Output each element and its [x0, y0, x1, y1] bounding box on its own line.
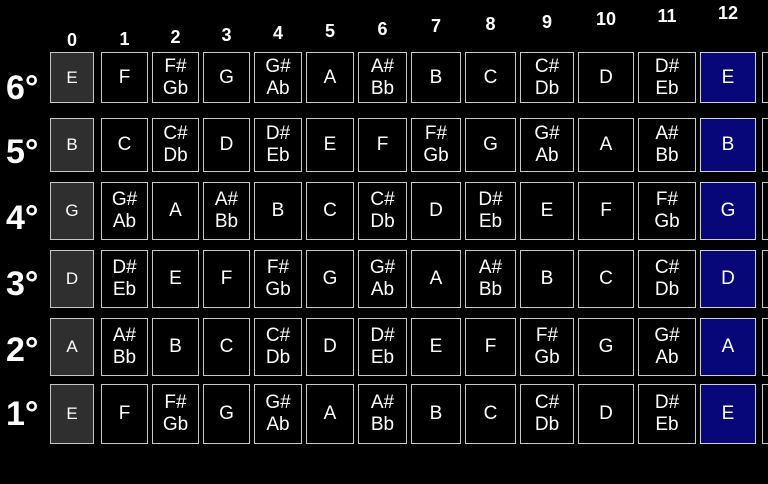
note-cell[interactable]: [411, 318, 461, 376]
note-name: Bb: [370, 77, 395, 99]
note-name: A#: [112, 325, 137, 346]
note-name: D#: [112, 257, 137, 278]
fret-number-6: 6: [377, 19, 388, 39]
note-name: Gb: [265, 279, 291, 300]
note-cell[interactable]: [50, 52, 94, 103]
note-cell[interactable]: [50, 118, 94, 172]
string-label-4: 4°: [6, 199, 39, 237]
note-name: F: [220, 268, 233, 289]
note-name: C#: [265, 325, 291, 346]
note-cell[interactable]: [50, 318, 94, 376]
note-cell[interactable]: [358, 182, 407, 240]
note-name: Eb: [655, 77, 679, 99]
note-cell[interactable]: [578, 384, 634, 444]
note-name: Bb: [370, 414, 395, 435]
note-name: C#: [534, 55, 560, 77]
note-name: B: [271, 200, 285, 221]
note-cell[interactable]: [306, 318, 354, 376]
note-name: G: [483, 134, 498, 155]
note-name: E: [429, 336, 443, 357]
note-cell[interactable]: [700, 52, 756, 103]
note-name: B: [169, 336, 182, 357]
fret-number-11: 11: [657, 6, 677, 26]
note-name: D#: [265, 123, 291, 144]
note-name: C: [323, 200, 337, 221]
fret-number-10: 10: [595, 9, 617, 29]
note-name: F#: [655, 189, 679, 210]
note-name: E: [721, 66, 735, 88]
string-label-3: 3°: [6, 265, 39, 303]
note-name: B: [429, 403, 443, 424]
note-name: Db: [534, 77, 560, 99]
fret-13-partial-cell: [762, 250, 768, 308]
note-cell[interactable]: [700, 118, 756, 172]
note-name: Gb: [423, 145, 449, 166]
note-cell[interactable]: [306, 118, 354, 172]
string-label-5: 5°: [6, 133, 39, 171]
fret-number-4: 4: [272, 23, 284, 43]
note-name: C#: [163, 123, 188, 144]
note-name: Ab: [266, 77, 290, 99]
note-cell[interactable]: [203, 182, 250, 240]
note-name: A: [66, 337, 78, 356]
note-name: F#: [164, 392, 187, 413]
note-name: E: [169, 268, 182, 289]
note-name: C#: [534, 392, 560, 413]
note-cell[interactable]: [700, 318, 756, 376]
note-cell[interactable]: [520, 182, 574, 240]
note-cell[interactable]: [520, 318, 574, 376]
note-cell[interactable]: [465, 384, 516, 444]
note-name: D: [219, 134, 234, 155]
note-name: Eb: [112, 279, 137, 300]
fret-number-0: 0: [66, 30, 78, 50]
note-name: E: [66, 67, 78, 87]
note-name: B: [721, 134, 735, 155]
note-cell[interactable]: [254, 384, 302, 444]
note-name: F: [118, 66, 131, 88]
note-cell[interactable]: [638, 52, 696, 103]
note-name: Ab: [370, 279, 395, 300]
note-cell[interactable]: [203, 384, 250, 444]
note-name: A#: [478, 257, 503, 278]
note-cell[interactable]: [358, 118, 407, 172]
note-cell[interactable]: [411, 52, 461, 103]
note-name: A: [721, 336, 735, 357]
note-cell[interactable]: [578, 52, 634, 103]
fret-number-1: 1: [119, 29, 130, 49]
note-name: D: [721, 268, 735, 289]
note-cell[interactable]: [520, 384, 574, 444]
note-cell[interactable]: [50, 384, 94, 444]
note-name: G#: [534, 123, 560, 144]
note-name: F#: [164, 55, 187, 77]
note-cell[interactable]: [101, 52, 148, 103]
note-cell[interactable]: [101, 384, 148, 444]
note-cell[interactable]: [700, 182, 756, 240]
note-name: A#: [214, 189, 239, 210]
note-name: F#: [535, 325, 559, 346]
note-name: G: [322, 268, 338, 289]
note-name: Db: [370, 211, 395, 232]
note-name: D: [65, 269, 79, 288]
note-cell[interactable]: [152, 52, 199, 103]
note-cell[interactable]: [411, 250, 461, 308]
note-cell[interactable]: [358, 318, 407, 376]
note-name: F: [118, 403, 131, 424]
note-name: C#: [654, 257, 680, 278]
note-cell[interactable]: [358, 52, 407, 103]
note-cell[interactable]: [254, 118, 302, 172]
note-name: A: [169, 200, 182, 221]
note-name: C: [483, 403, 498, 424]
note-name: C: [219, 336, 234, 357]
note-name: D: [599, 66, 613, 88]
note-cell[interactable]: [101, 118, 148, 172]
note-cell[interactable]: [152, 118, 199, 172]
note-cell[interactable]: [152, 318, 199, 376]
note-name: A: [429, 268, 443, 289]
note-name: A#: [370, 55, 395, 77]
note-name: E: [721, 403, 735, 424]
fret-13-partial-cell: [762, 118, 768, 172]
note-cell[interactable]: [700, 384, 756, 444]
note-name: Ab: [112, 211, 137, 232]
note-cell[interactable]: [520, 250, 574, 308]
fret-13-partial-cell: [762, 384, 768, 444]
note-name: E: [66, 404, 78, 423]
note-name: A#: [370, 392, 395, 413]
fret-13-partial-cell: [762, 318, 768, 376]
note-name: D#: [478, 189, 503, 210]
note-cell[interactable]: [203, 250, 250, 308]
note-name: Gb: [534, 347, 560, 368]
fret-number-9: 9: [541, 12, 553, 32]
note-name: A#: [655, 123, 679, 144]
string-label-2: 2°: [6, 331, 39, 369]
note-name: Bb: [214, 211, 239, 232]
note-name: C#: [370, 189, 395, 210]
string-label-6: 6°: [6, 69, 39, 107]
note-name: G#: [265, 55, 291, 77]
note-cell[interactable]: [638, 118, 696, 172]
note-cell[interactable]: [306, 182, 354, 240]
note-cell[interactable]: [638, 250, 696, 308]
note-cell[interactable]: [700, 250, 756, 308]
note-cell[interactable]: [152, 384, 199, 444]
note-name: B: [429, 66, 443, 88]
note-cell[interactable]: [578, 182, 634, 240]
note-name: F: [484, 336, 497, 357]
fret-13-partial-cell: [762, 182, 768, 240]
note-name: D: [429, 200, 443, 221]
note-name: Bb: [112, 347, 137, 368]
note-cell[interactable]: [101, 318, 148, 376]
note-name: Db: [265, 347, 291, 368]
note-name: A: [599, 134, 613, 155]
note-name: Bb: [478, 279, 503, 300]
note-name: G#: [111, 189, 138, 210]
note-name: A: [323, 66, 337, 88]
note-name: Ab: [266, 414, 290, 435]
note-cell[interactable]: [101, 250, 148, 308]
note-name: G: [598, 336, 614, 357]
note-name: G#: [265, 392, 291, 413]
note-name: Gb: [654, 211, 680, 232]
fret-13-partial-cell: [762, 52, 768, 103]
note-name: D#: [654, 55, 680, 77]
note-name: G#: [654, 325, 680, 346]
note-cell[interactable]: [465, 118, 516, 172]
note-cell[interactable]: [203, 318, 250, 376]
fret-number-3: 3: [221, 25, 232, 45]
note-cell[interactable]: [520, 118, 574, 172]
note-name: G#: [369, 257, 396, 278]
note-cell[interactable]: [50, 250, 94, 308]
note-cell[interactable]: [152, 182, 199, 240]
note-cell[interactable]: [254, 318, 302, 376]
note-name: Ab: [535, 145, 559, 166]
note-cell[interactable]: [101, 182, 148, 240]
note-cell[interactable]: [411, 118, 461, 172]
note-name: Gb: [162, 77, 189, 99]
note-name: F#: [266, 257, 290, 278]
note-name: Bb: [655, 145, 679, 166]
string-label-1: 1°: [6, 395, 39, 433]
note-cell[interactable]: [638, 182, 696, 240]
note-cell[interactable]: [306, 384, 354, 444]
note-name: Eb: [478, 211, 503, 232]
note-cell[interactable]: [203, 118, 250, 172]
note-name: Ab: [655, 347, 679, 368]
note-name: Db: [534, 414, 560, 435]
note-name: E: [323, 134, 337, 155]
note-name: Db: [163, 145, 188, 166]
note-cell[interactable]: [578, 118, 634, 172]
note-name: F: [600, 200, 612, 221]
note-cell[interactable]: [638, 384, 696, 444]
note-name: D: [599, 403, 613, 424]
note-cell[interactable]: [254, 182, 302, 240]
note-cell[interactable]: [520, 52, 574, 103]
note-name: A: [323, 403, 337, 424]
note-cell[interactable]: [638, 318, 696, 376]
fret-number-5: 5: [324, 21, 336, 41]
note-name: C: [483, 66, 498, 88]
note-cell[interactable]: [465, 182, 516, 240]
note-name: G: [219, 66, 234, 88]
note-name: Eb: [266, 145, 290, 166]
fret-number-2: 2: [170, 27, 181, 47]
note-cell[interactable]: [465, 52, 516, 103]
note-cell[interactable]: [411, 384, 461, 444]
note-name: D: [323, 336, 337, 357]
note-cell[interactable]: [50, 182, 94, 240]
note-name: C: [599, 268, 613, 289]
note-cell[interactable]: [578, 250, 634, 308]
note-cell[interactable]: [203, 52, 250, 103]
note-cell[interactable]: [465, 318, 516, 376]
fret-number-12: 12: [717, 3, 739, 23]
note-name: F: [376, 134, 389, 155]
note-cell[interactable]: [358, 250, 407, 308]
note-name: Gb: [162, 414, 189, 435]
note-cell[interactable]: [306, 250, 354, 308]
note-name: C: [117, 134, 132, 155]
fret-number-8: 8: [485, 14, 496, 34]
note-cell[interactable]: [152, 250, 199, 308]
note-name: Eb: [370, 347, 395, 368]
note-name: Db: [654, 279, 680, 300]
fret-number-7: 7: [430, 16, 442, 36]
note-name: G: [720, 200, 736, 221]
note-name: B: [66, 135, 78, 154]
note-cell[interactable]: [306, 52, 354, 103]
note-cell[interactable]: [578, 318, 634, 376]
note-cell[interactable]: [465, 250, 516, 308]
note-cell[interactable]: [254, 52, 302, 103]
note-cell[interactable]: [358, 384, 407, 444]
note-name: G: [65, 201, 79, 220]
note-name: D#: [654, 392, 680, 413]
note-name: D#: [370, 325, 395, 346]
note-cell[interactable]: [254, 250, 302, 308]
note-name: B: [540, 268, 554, 289]
note-name: G: [219, 403, 234, 424]
note-name: E: [540, 200, 554, 221]
note-cell[interactable]: [411, 182, 461, 240]
note-name: F#: [424, 123, 448, 144]
note-name: Eb: [655, 414, 679, 435]
